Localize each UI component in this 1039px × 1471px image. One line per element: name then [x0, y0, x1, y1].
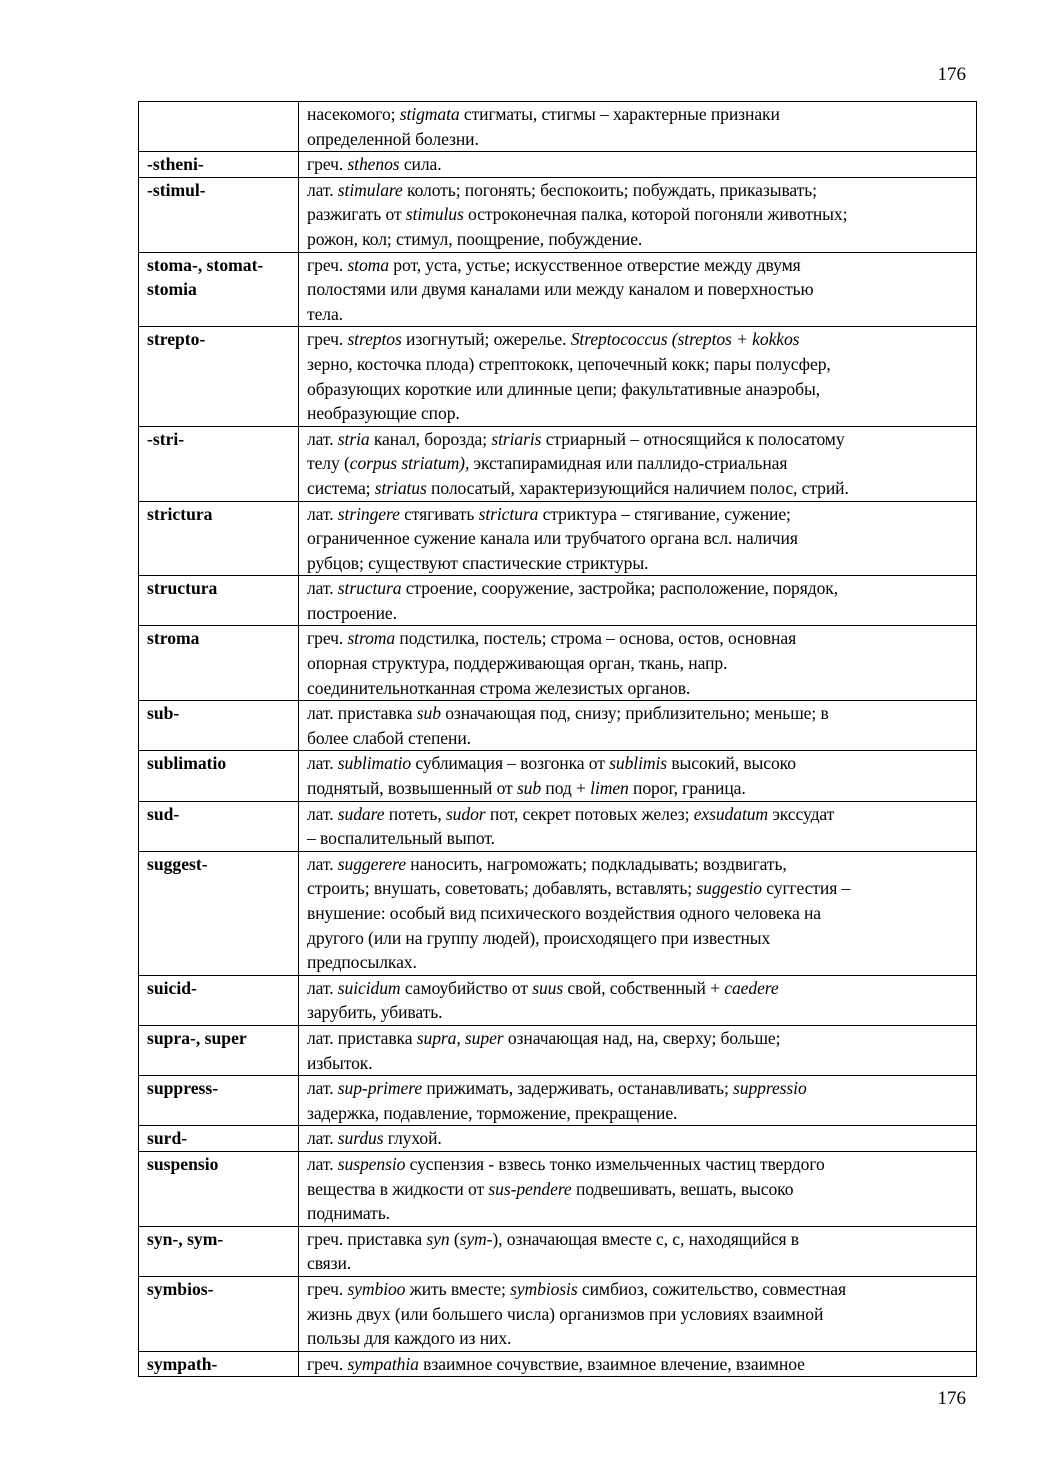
- glossary-row: [139, 1351, 977, 1377]
- definition-cell: [299, 851, 977, 975]
- definition-text: разжигать от: [307, 204, 406, 225]
- italic-term: sudor: [445, 803, 486, 824]
- definition-line: [307, 676, 970, 701]
- definition-line: [307, 476, 970, 501]
- definition-text: наносить, нагроможать; подкладывать; воздвигать,: [405, 853, 787, 874]
- definition-text: греч.: [307, 154, 348, 175]
- definition-text: строение, сооружение, застройка; расположение, порядок,: [401, 578, 839, 599]
- definition-cell: [299, 102, 977, 152]
- definition-text: строить; внушать, советовать; добавлять, вставлять;: [307, 878, 697, 899]
- definition-text: колоть; погонять; беспокоить; побуждать, приказывать;: [402, 179, 817, 200]
- glossary-table: [138, 101, 977, 1377]
- definition-cell: [299, 1276, 977, 1351]
- glossary-row: [139, 177, 977, 252]
- definition-line: [307, 327, 970, 352]
- term-cell: [139, 327, 299, 426]
- italic-term: surdus: [337, 1128, 384, 1149]
- term-text: strictura: [147, 503, 213, 524]
- definition-text: означающая над, на, сверху; больше;: [503, 1027, 781, 1048]
- definition-line: [307, 852, 970, 877]
- glossary-row: [139, 1151, 977, 1226]
- term-text: suicid-: [147, 977, 197, 998]
- definition-line: [307, 1302, 970, 1327]
- term-text: supra-, super: [147, 1027, 247, 1048]
- definition-text: поднимать.: [307, 1203, 390, 1224]
- definition-line: [307, 1051, 970, 1076]
- definition-text: означающая под, снизу; приблизительно; меньше; в: [440, 703, 829, 724]
- glossary-row: [139, 327, 977, 426]
- term-cell: [139, 576, 299, 626]
- definition-line: [307, 826, 970, 851]
- definition-line: [307, 253, 970, 278]
- italic-term: syn: [426, 1228, 450, 1249]
- definition-line: [307, 1126, 970, 1151]
- italic-term: suus: [532, 977, 564, 998]
- glossary-body: [139, 102, 977, 1377]
- glossary-row: [139, 426, 977, 501]
- definition-text: симбиоз, сожительство, совместная: [577, 1278, 846, 1299]
- definition-line: [307, 277, 970, 302]
- definition-text: лат. приставка: [307, 1027, 417, 1048]
- definition-text: подвешивать, вешать, высоко: [571, 1178, 794, 1199]
- italic-term: stoma: [347, 254, 389, 275]
- definition-text: прижимать, задерживать, останавливать;: [422, 1078, 734, 1099]
- definition-line: [307, 1227, 970, 1252]
- definition-text: стриктура – стягивание, сужение;: [538, 503, 791, 524]
- italic-term: Streptococcus (streptos + kokkos: [570, 329, 800, 350]
- italic-term: sublimis: [609, 753, 668, 774]
- glossary-row: [139, 801, 977, 851]
- glossary-row: [139, 501, 977, 576]
- definition-line: [307, 1277, 970, 1302]
- term-cell: [139, 1151, 299, 1226]
- definition-text: порог, граница.: [628, 778, 746, 799]
- definition-text: под +: [541, 778, 591, 799]
- definition-text: тела.: [307, 303, 343, 324]
- definition-text: более слабой степени.: [307, 727, 471, 748]
- definition-line: [307, 1352, 970, 1377]
- glossary-row: [139, 1126, 977, 1152]
- term-text: syn-, sym-: [147, 1228, 224, 1249]
- definition-cell: [299, 1025, 977, 1075]
- italic-term: symbioo: [347, 1278, 406, 1299]
- definition-line: [307, 1101, 970, 1126]
- definition-text: потеть,: [384, 803, 446, 824]
- definition-cell: [299, 1226, 977, 1276]
- italic-term: suggerere: [337, 853, 406, 874]
- term-text: -stri-: [147, 428, 185, 449]
- definition-text: определенной болезни.: [307, 128, 479, 149]
- term-cell: [139, 701, 299, 751]
- definition-text: лат.: [307, 853, 338, 874]
- italic-term: strictura: [478, 503, 539, 524]
- definition-text: стигматы, стигмы – характерные признаки: [459, 104, 780, 124]
- definition-text: высокий, высоко: [667, 753, 796, 774]
- definition-text: построение.: [307, 602, 397, 623]
- definition-line: [307, 1026, 970, 1051]
- definition-text: свой, собственный +: [563, 977, 725, 998]
- definition-text: полостями или двумя каналами или между каналом и поверхностью: [307, 279, 814, 300]
- definition-text: лат.: [307, 1078, 338, 1099]
- italic-term: stimulus: [405, 204, 464, 225]
- glossary-row: [139, 152, 977, 178]
- italic-term: sudare: [337, 803, 385, 824]
- italic-term: sthenos: [347, 154, 400, 175]
- glossary-row: [139, 1276, 977, 1351]
- term-text: stroma: [147, 628, 200, 649]
- definition-text: связи.: [307, 1253, 352, 1274]
- definition-text: пользы для каждого из них.: [307, 1328, 512, 1349]
- italic-term: stigmata: [399, 104, 460, 124]
- definition-line: [307, 502, 970, 527]
- definition-text: самоубийство от: [400, 977, 533, 998]
- definition-text: поднятый, возвышенный от: [307, 778, 517, 799]
- term-cell: [139, 177, 299, 252]
- definition-cell: [299, 1151, 977, 1226]
- definition-cell: [299, 626, 977, 701]
- definition-line: [307, 302, 970, 327]
- definition-text: лат.: [307, 753, 338, 774]
- italic-term: caedere: [724, 977, 779, 998]
- italic-term: striatus: [374, 477, 427, 498]
- definition-text: зарубить, убивать.: [307, 1002, 443, 1023]
- definition-line: [307, 950, 970, 975]
- term-text: stomia: [147, 279, 197, 300]
- definition-cell: [299, 252, 977, 327]
- term-text: sublimatio: [147, 753, 227, 774]
- definition-text: сила.: [399, 154, 442, 175]
- definition-line: [307, 352, 970, 377]
- italic-term: suppressio: [733, 1078, 807, 1099]
- definition-text: необразующие спор.: [307, 403, 460, 424]
- term-cell: [139, 626, 299, 701]
- italic-term: stimulare: [337, 179, 403, 200]
- definition-line: [307, 377, 970, 402]
- definition-line: [307, 1177, 970, 1202]
- term-text: suggest-: [147, 853, 208, 874]
- definition-line: [307, 601, 970, 626]
- definition-text: соединительнотканная строма железистых органов.: [307, 677, 691, 698]
- term-text: sub-: [147, 703, 180, 724]
- italic-term: stringere: [337, 503, 400, 524]
- term-cell: [139, 1025, 299, 1075]
- definition-text: греч.: [307, 254, 348, 275]
- definition-line: [307, 1326, 970, 1351]
- definition-line: [307, 102, 970, 127]
- definition-text: насекомого;: [307, 104, 400, 124]
- definition-line: [307, 526, 970, 551]
- definition-text: другого (или на группу людей), происходящего при известных: [307, 927, 771, 948]
- definition-cell: [299, 1126, 977, 1152]
- definition-text: лат.: [307, 578, 338, 599]
- definition-line: [307, 776, 970, 801]
- definition-text: рубцов; существуют спастические стриктуры.: [307, 552, 649, 573]
- definition-text: избыток.: [307, 1052, 373, 1073]
- definition-text: греч.: [307, 628, 348, 649]
- definition-line: [307, 427, 970, 452]
- definition-text: греч. приставка: [307, 1228, 427, 1249]
- definition-line: [307, 651, 970, 676]
- definition-line: [307, 1251, 970, 1276]
- definition-text: суспензия - взвесь тонко измельченных частиц твердого: [405, 1153, 825, 1174]
- term-text: structura: [147, 578, 218, 599]
- term-cell: [139, 426, 299, 501]
- term-cell: [139, 975, 299, 1025]
- definition-cell: [299, 576, 977, 626]
- definition-text: лат.: [307, 1153, 338, 1174]
- definition-line: [307, 626, 970, 651]
- term-cell: [139, 1226, 299, 1276]
- term-text: suppress-: [147, 1078, 219, 1099]
- italic-term: suggestio: [696, 878, 762, 899]
- definition-cell: [299, 975, 977, 1025]
- definition-line: [307, 1201, 970, 1226]
- term-cell: [139, 1351, 299, 1377]
- definition-line: [307, 876, 970, 901]
- definition-text: канал, борозда;: [369, 428, 492, 449]
- italic-term: supra, super: [416, 1027, 504, 1048]
- definition-text: внушение: особый вид психического воздействия одного человека на: [307, 903, 821, 923]
- italic-term: suspensio: [337, 1153, 406, 1174]
- definition-text: греч.: [307, 329, 348, 350]
- italic-term: suicidum: [337, 977, 401, 998]
- definition-text: лат.: [307, 977, 338, 998]
- definition-text: образующих короткие или длинные цепи; факультативные анаэробы,: [307, 378, 820, 399]
- definition-text: стягивать: [399, 503, 479, 524]
- definition-cell: [299, 177, 977, 252]
- glossary-row: [139, 576, 977, 626]
- definition-text: ограниченное сужение канала или трубчатого органа всл. наличия: [307, 528, 798, 549]
- term-cell: [139, 152, 299, 178]
- definition-line: [307, 227, 970, 252]
- italic-term: sub: [516, 778, 542, 799]
- italic-term: stroma: [347, 628, 396, 649]
- definition-cell: [299, 1351, 977, 1377]
- definition-line: [307, 751, 970, 776]
- definition-cell: [299, 751, 977, 801]
- definition-text: взаимное сочувствие, взаимное влечение, взаимное: [418, 1353, 805, 1374]
- definition-text: лат.: [307, 503, 338, 524]
- definition-line: [307, 976, 970, 1001]
- definition-text: сублимация – возгонка от: [411, 753, 610, 774]
- definition-text: жизнь двух (или большего числа) организмов при условиях взаимной: [307, 1303, 824, 1324]
- term-text: -stimul-: [147, 179, 206, 200]
- italic-term: striaris: [491, 428, 542, 449]
- italic-term: sus-pendere: [488, 1178, 572, 1199]
- italic-term: limen: [590, 778, 629, 799]
- definition-line: [307, 926, 970, 951]
- glossary-row: [139, 751, 977, 801]
- definition-text: рожон, кол; стимул, поощрение, побуждение.: [307, 228, 643, 249]
- term-cell: [139, 751, 299, 801]
- italic-term: sympathia: [347, 1353, 419, 1374]
- italic-term: sup-primere: [337, 1078, 423, 1099]
- definition-line: [307, 1000, 970, 1025]
- term-cell: [139, 851, 299, 975]
- term-text: sympath-: [147, 1353, 218, 1374]
- term-text: stoma-, stomat-: [147, 254, 264, 275]
- italic-term: streptos: [347, 329, 402, 350]
- italic-term: corpus striatum),: [349, 453, 470, 474]
- italic-term: structura: [337, 578, 402, 599]
- term-text: -stheni-: [147, 154, 204, 175]
- glossary-row: [139, 252, 977, 327]
- glossary-row: [139, 626, 977, 701]
- definition-text: ), означающая вместе с, с, находящийся в: [492, 1228, 799, 1249]
- definition-text: задержка, подавление, торможение, прекращение.: [307, 1102, 678, 1123]
- definition-line: [307, 1076, 970, 1101]
- definition-text: лат. приставка: [307, 703, 417, 724]
- definition-line: [307, 127, 970, 152]
- definition-text: система;: [307, 477, 375, 498]
- term-cell: [139, 1276, 299, 1351]
- glossary-row: [139, 975, 977, 1025]
- definition-cell: [299, 801, 977, 851]
- definition-text: подстилка, постель; строма – основа, остов, основная: [395, 628, 797, 649]
- glossary-row: [139, 1025, 977, 1075]
- definition-line: [307, 901, 970, 926]
- term-text: suspensio: [147, 1153, 219, 1174]
- definition-cell: [299, 327, 977, 426]
- italic-term: stria: [337, 428, 370, 449]
- definition-text: жить вместе;: [405, 1278, 511, 1299]
- definition-text: вещества в жидкости от: [307, 1178, 489, 1199]
- definition-text: лат.: [307, 428, 338, 449]
- term-cell: [139, 102, 299, 152]
- definition-line: [307, 726, 970, 751]
- definition-line: [307, 178, 970, 203]
- definition-line: [307, 576, 970, 601]
- definition-text: полосатый, характеризующийся наличием полос, стрий.: [426, 477, 849, 498]
- definition-text: изогнутый; ожерелье.: [401, 329, 571, 350]
- glossary-row: [139, 851, 977, 975]
- glossary-row: [139, 1076, 977, 1126]
- definition-text: зерно, косточка плода) стрептококк, цепочечный кокк; пары полусфер,: [307, 353, 831, 374]
- italic-term: sym-: [459, 1228, 493, 1249]
- term-cell: [139, 1076, 299, 1126]
- definition-text: лат.: [307, 1128, 338, 1149]
- glossary-row: [139, 1226, 977, 1276]
- definition-text: суггестия –: [761, 878, 851, 899]
- definition-line: [307, 202, 970, 227]
- definition-text: стриарный – относящийся к полосатому: [541, 428, 845, 449]
- definition-line: [307, 701, 970, 726]
- definition-text: лат.: [307, 179, 338, 200]
- definition-cell: [299, 701, 977, 751]
- definition-text: пот, секрет потовых желез;: [485, 803, 694, 824]
- term-cell: [139, 501, 299, 576]
- definition-text: предпосылках.: [307, 952, 417, 973]
- definition-text: греч.: [307, 1278, 348, 1299]
- glossary-row: [139, 701, 977, 751]
- italic-term: symbiosis: [510, 1278, 578, 1299]
- definition-text: остроконечная палка, которой погоняли животных;: [463, 204, 848, 225]
- italic-term: exsudatum: [693, 803, 769, 824]
- glossary-row: [139, 102, 977, 152]
- definition-cell: [299, 1076, 977, 1126]
- definition-text: экстапирамидная или паллидо-стриальная: [469, 453, 788, 474]
- definition-text: (: [449, 1228, 460, 1249]
- term-text: sud-: [147, 803, 180, 824]
- definition-text: – воспалительный выпот.: [307, 828, 495, 849]
- italic-term: sub: [416, 703, 441, 724]
- definition-text: рот, уста, устье; искусственное отверстие между двумя: [388, 254, 801, 275]
- term-cell: [139, 801, 299, 851]
- definition-cell: [299, 501, 977, 576]
- page-number-bottom: 176: [937, 1388, 966, 1409]
- definition-line: [307, 1152, 970, 1177]
- term-cell: [139, 252, 299, 327]
- term-text: symbios-: [147, 1278, 214, 1299]
- definition-text: греч.: [307, 1353, 348, 1374]
- definition-line: [307, 401, 970, 426]
- term-text: strepto-: [147, 329, 206, 350]
- definition-text: опорная структура, поддерживающая орган, ткань, напр.: [307, 653, 728, 674]
- page-number-top: 176: [937, 64, 966, 85]
- definition-line: [307, 451, 970, 476]
- definition-line: [307, 551, 970, 576]
- definition-cell: [299, 152, 977, 178]
- definition-cell: [299, 426, 977, 501]
- definition-text: глухой.: [383, 1128, 442, 1149]
- term-text: surd-: [147, 1128, 188, 1149]
- definition-line: [307, 152, 970, 177]
- definition-text: экссудат: [768, 803, 835, 824]
- definition-text: лат.: [307, 803, 338, 824]
- term-cell: [139, 1126, 299, 1152]
- italic-term: sublimatio: [337, 753, 412, 774]
- definition-text: телу (: [307, 453, 350, 474]
- definition-line: [307, 802, 970, 827]
